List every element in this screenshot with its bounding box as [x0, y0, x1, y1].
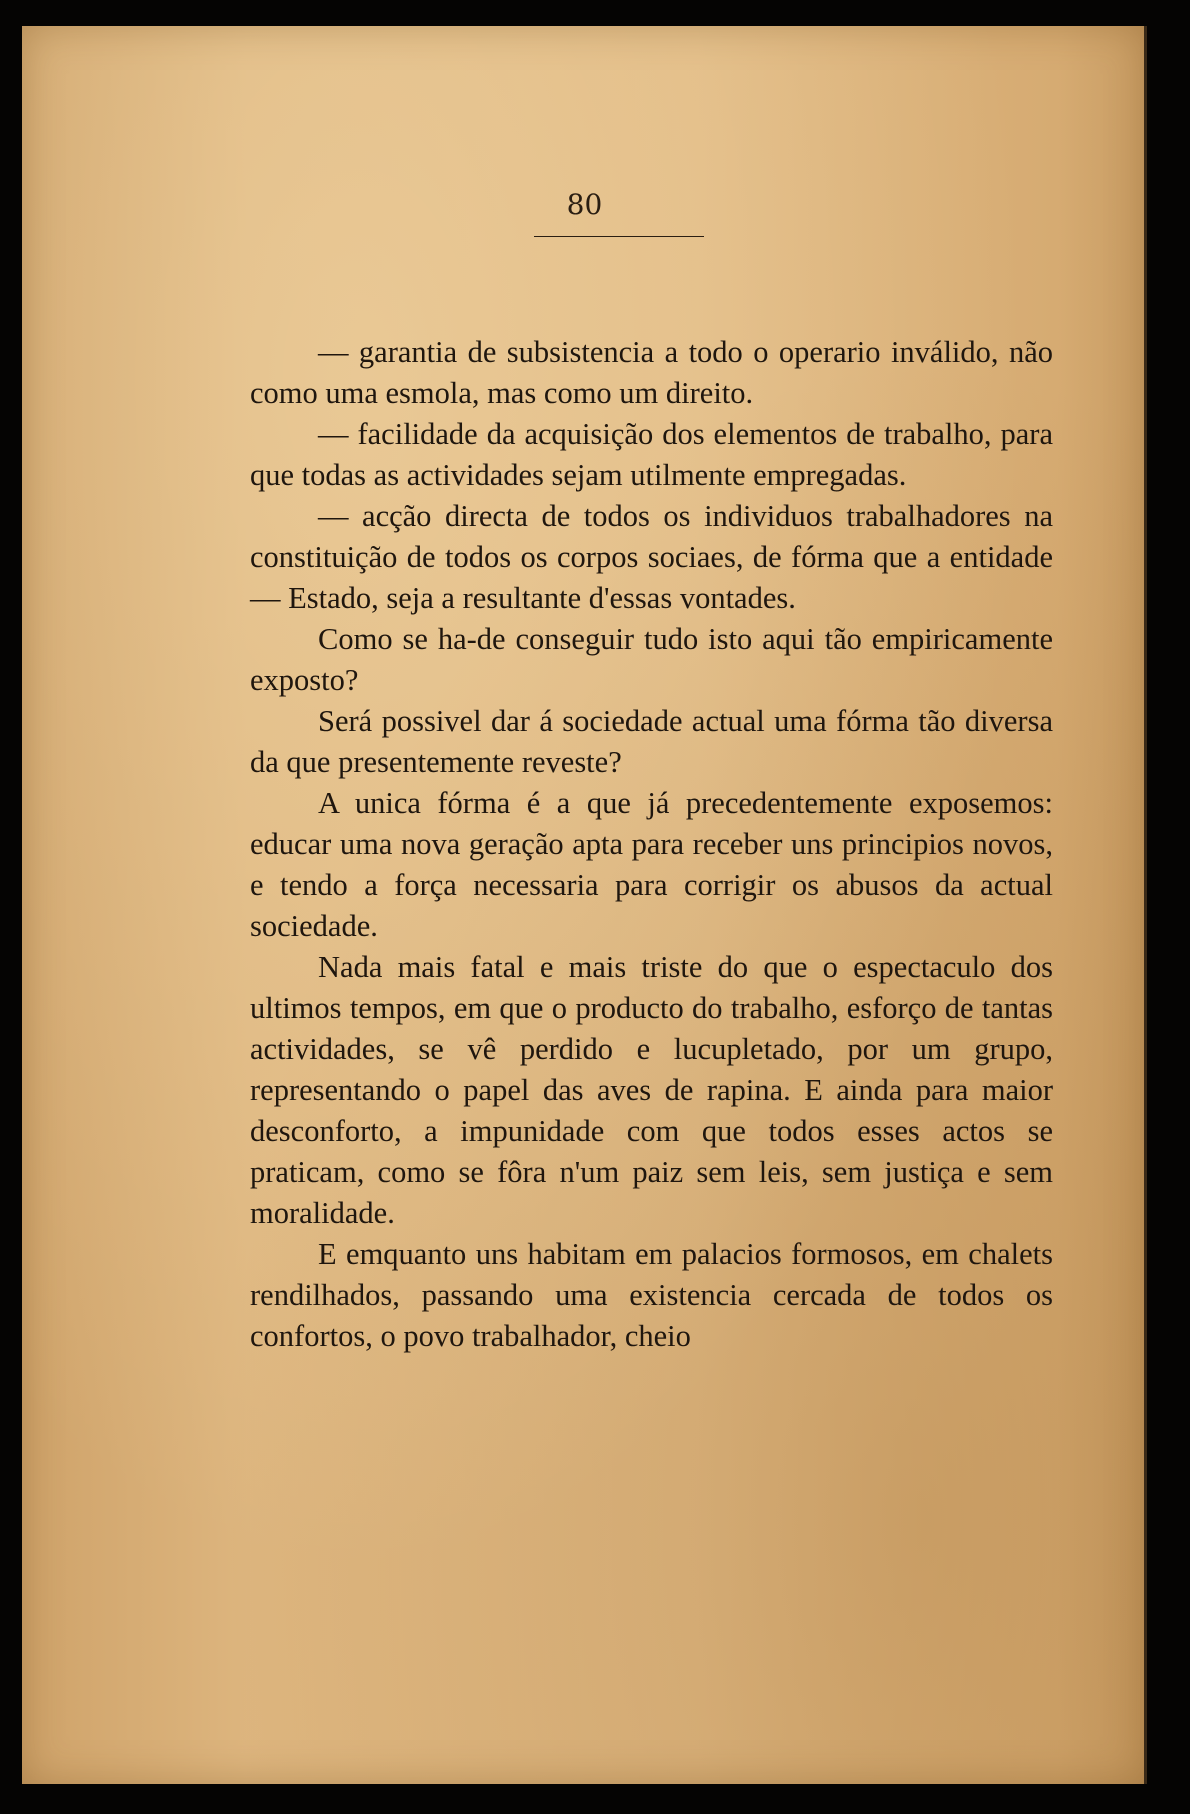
book-page — [22, 26, 1147, 1784]
body-text — [250, 332, 1053, 1357]
paragraph-2: — facilidade da acquisição dos elementos de trabalho, para que todas as actividades sejam utilmente empregadas. — [250, 417, 1053, 492]
paragraph-7: Nada mais fatal e mais triste do que o espectaculo dos ultimos tempos, em que o producto do trabalho, esforço de tantas actividades, se vê perdido e lucupletado, por um grupo, representando o papel das aves de rapina. E ainda para maior desconforto, a impunidade com que todos esses actos se praticam, como se fôra n'um paiz sem leis, sem justiça e sem moralidade. — [250, 950, 1053, 1230]
page-edge — [1144, 26, 1147, 1784]
paragraph-6: A unica fórma é a que já precedentemente exposemos: educar uma nova geração apta para receber uns principios novos, e tendo a força necessaria para corrigir os abusos da actual sociedade. — [250, 786, 1053, 943]
paragraph-8: E emquanto uns habitam em palacios formosos, em chalets rendilhados, passando uma existencia cercada de todos os confortos, o povo trabalhador, cheio — [250, 1237, 1053, 1353]
paragraph-3: — acção directa de todos os individuos trabalhadores na constituição de todos os corpos sociaes, de fórma que a entidade — Estado, seja a resultante d'essas vontades. — [250, 499, 1053, 615]
header-rule — [534, 236, 704, 237]
paragraph-5: Será possivel dar á sociedade actual uma fórma tão diversa da que presentemente reveste? — [250, 704, 1053, 779]
page-number: 80 — [566, 188, 603, 221]
paragraph-1: — garantia de subsistencia a todo o operario inválido, não como uma esmola, mas como um direito. — [250, 335, 1053, 410]
paragraph-4: Como se ha-de conseguir tudo isto aqui tão empiricamente exposto? — [250, 622, 1053, 697]
